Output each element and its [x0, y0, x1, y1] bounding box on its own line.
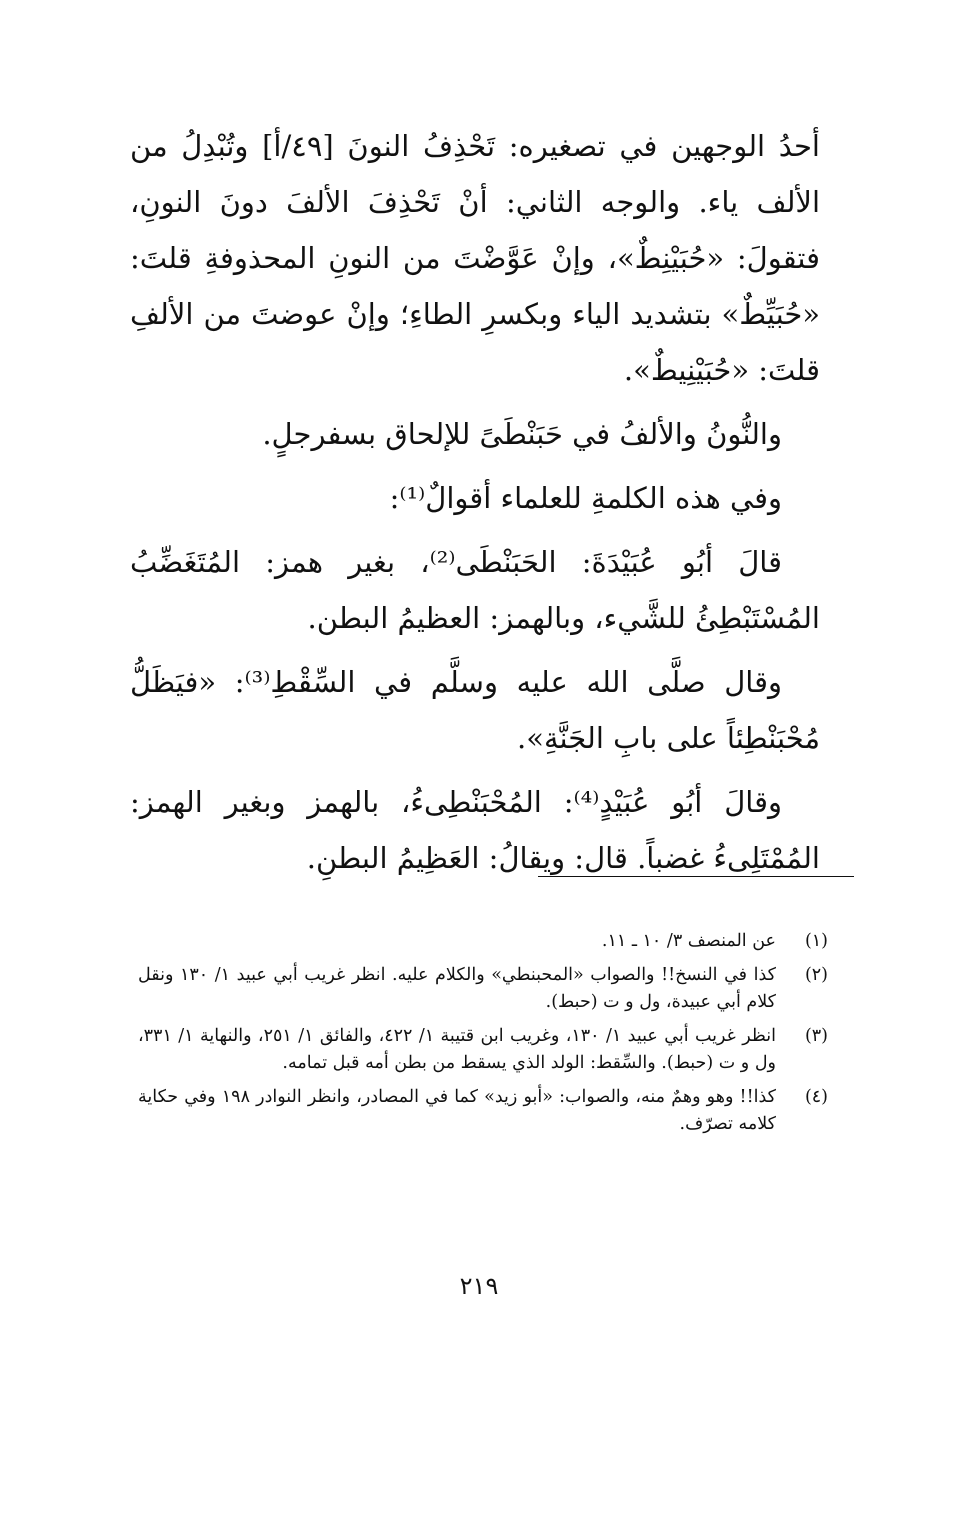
paragraph: وقالَ أبُو عُبَيْدٍ⁽⁴⁾: المُحْبَنْطِىءُ، بالهمز وبغير الهمز: المُمْتَلِىءُ غضباً. قال: ويقالُ: العَظِيمُ البطنِ.: [130, 785, 820, 875]
footnote-text: عن المنصف ٣/ ١٠ ـ ١١.: [601, 931, 776, 951]
paragraph: أحدُ الوجهين في تصغيره: تَحْذِفُ النونَ [٤٩/أ] وتُبْدِلُ من الألف ياء. والوجه الثاني: أنْ تَحْذِفَ الألفَ دونَ النونِ، فتقولَ: «حُبَيْنِطٌ»، وإنْ عَوَّضْتَ من النونِ المحذوفةِ قلتَ: «حُبَيِّطٌ» بتشديد الياء وبكسرِ الطاءِ؛ وإنْ عوضتَ من الألفِ قلتَ: «حُبَيْنِيطٌ».: [130, 129, 820, 387]
footnote: [138, 1023, 828, 1077]
footnote-number: (١): [804, 931, 828, 951]
page-number: ٢١٩: [459, 1272, 499, 1300]
paragraph: وقال صلَّى الله عليه وسلَّم في السِّقْطِ⁽³⁾: «فيَظَلُّ مُحْبَنْطِئاً على بابِ الجَنَّةِ».: [130, 665, 820, 755]
footnote: [138, 962, 828, 1016]
paragraph: وفي هذه الكلمةِ للعلماء أقوالٌ⁽¹⁾:: [389, 481, 782, 515]
footnote-separator: [538, 876, 854, 877]
footnote-text: كذا!! وهو وهمٌ منه، والصواب: «أبو زيد» كما في المصادر، وانظر النوادر ١٩٨ وفي حكاية كلامه تصرّف.: [138, 1087, 776, 1134]
footnotes: [138, 928, 828, 1145]
paragraph: والنُّونُ والألفُ في حَبَنْطَىً للإلحاق بسفرجلٍ.: [262, 417, 782, 451]
paragraph: قالَ أبُو عُبَيْدَةَ: الحَبَنْطَى⁽²⁾، بغير همز: المُتَغَضِّبُ المُسْتَبْطِئُ للشَّيء، وبالهمز: العظيمُ البطن.: [130, 545, 820, 635]
footnote-text: انظر غريب أبي عبيد ١/ ١٣٠، وغريب ابن قتيبة ١/ ٤٢٢، والفائق ١/ ٢٥١، والنهاية ١/ ٣٣١، ول و ت (حبط). والسِّقط: الولد الذي يسقط من بطن أمه قبل تمامه.: [138, 1026, 776, 1073]
footnote-text: كذا في النسخ!! والصواب «المحبنطي» والكلام عليه. انظر غريب أبي عبيد ١/ ١٣٠ ونقل كلام أبي عبيدة، ول و ت (حبط).: [138, 965, 776, 1012]
main-text: [130, 118, 820, 894]
footnote-number: (٢): [804, 965, 828, 985]
footnote: [138, 1084, 828, 1138]
footnote: [138, 928, 828, 955]
footnote-number: (٣): [804, 1026, 828, 1046]
footnote-number: (٤): [804, 1087, 828, 1107]
